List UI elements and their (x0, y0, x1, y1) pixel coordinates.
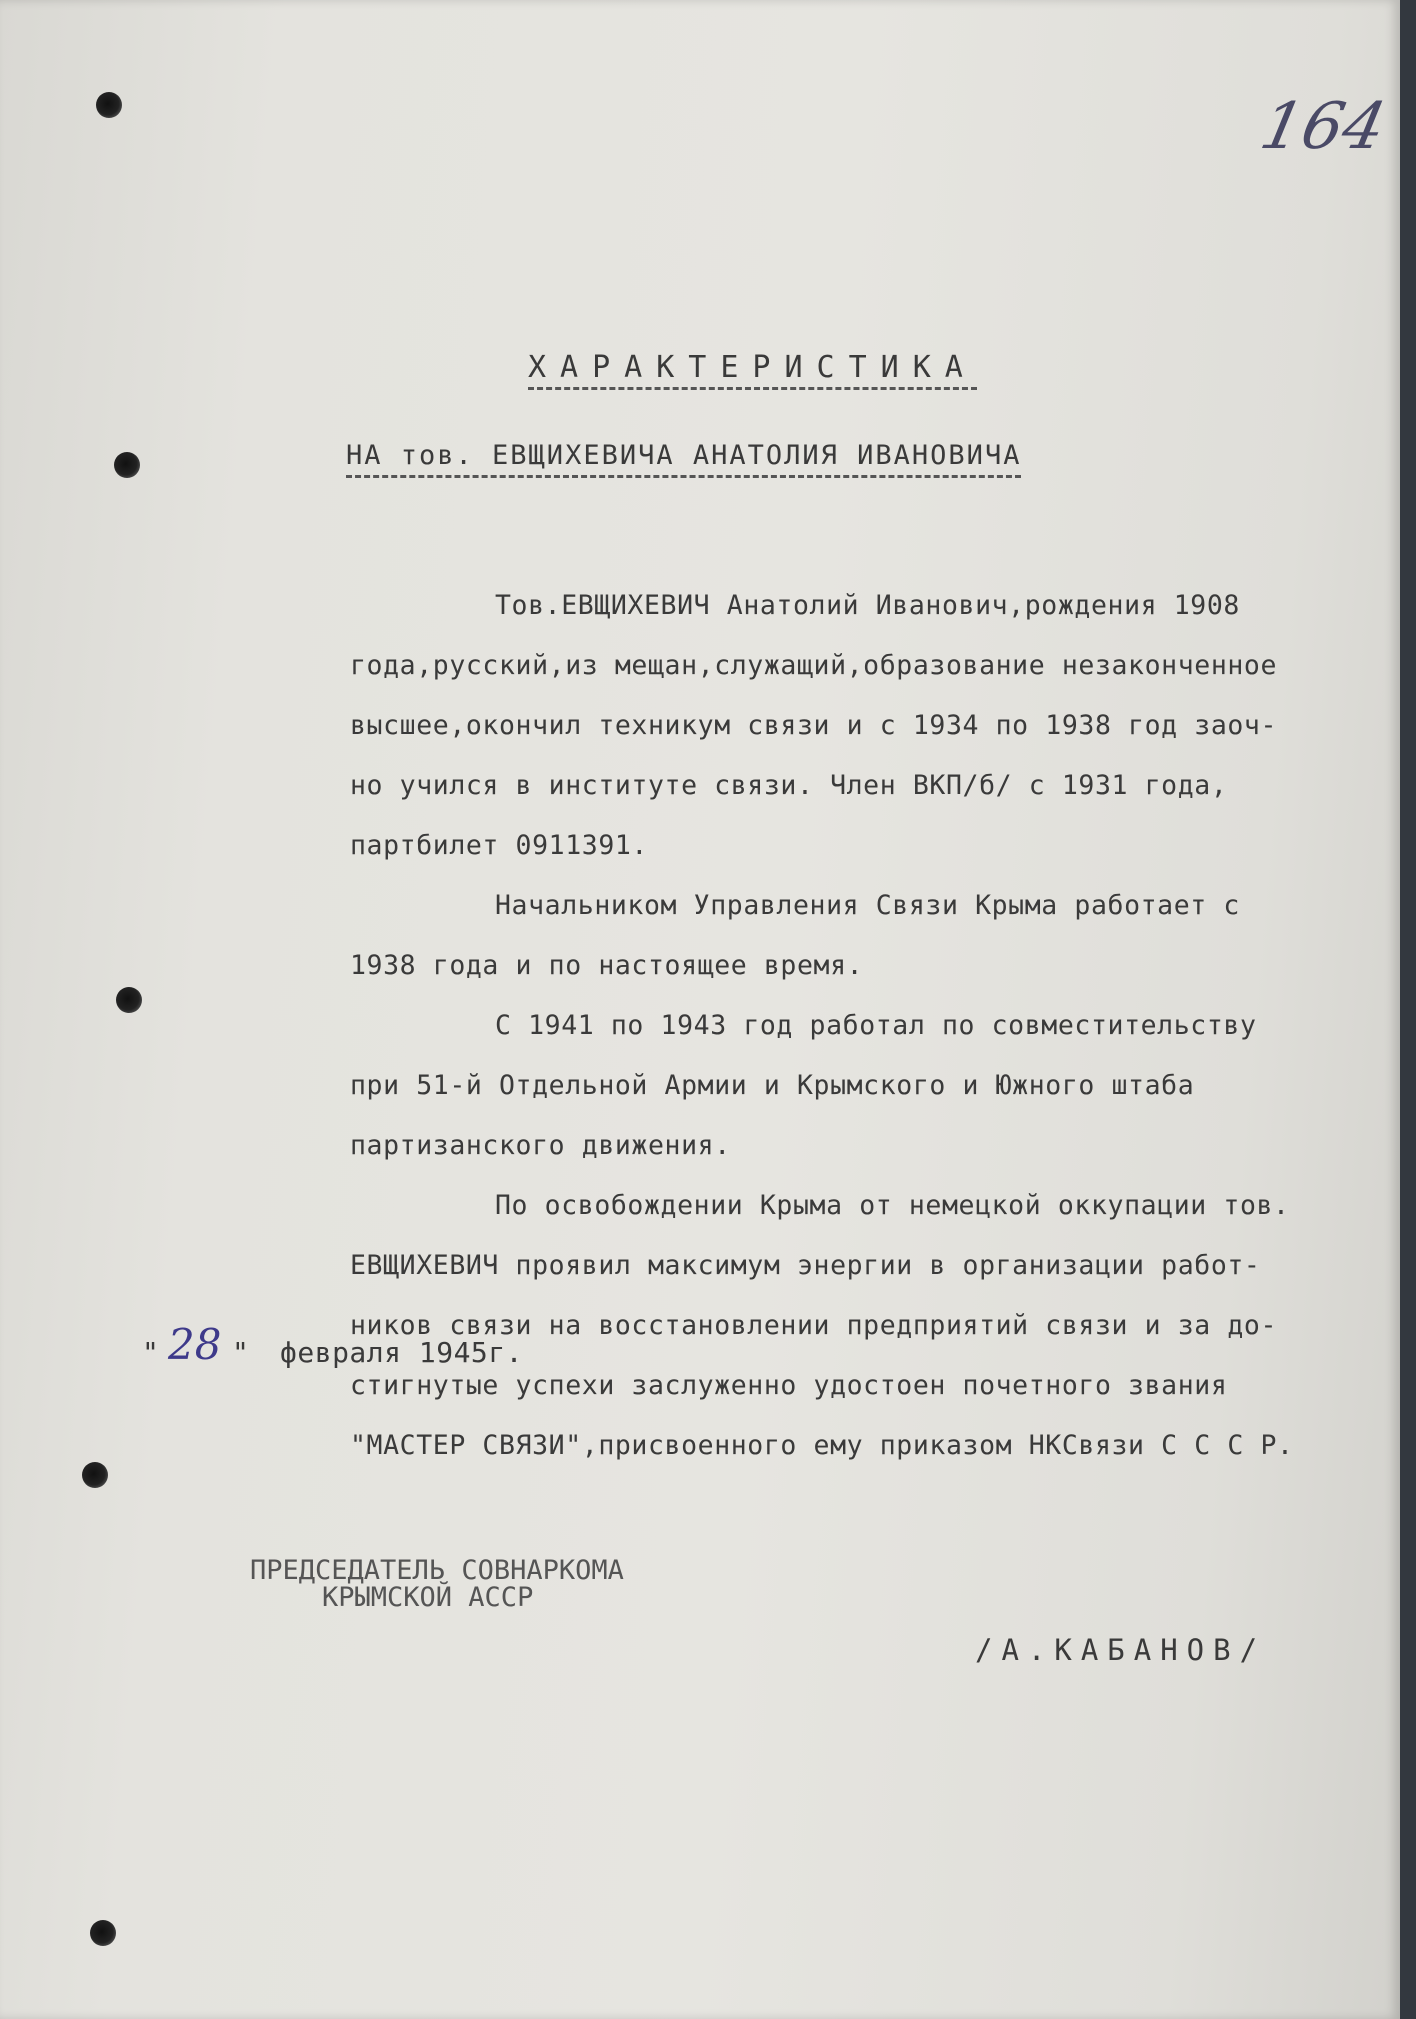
signature: /А.КАБАНОВ/ (975, 1633, 1267, 1667)
body-line: По освобождении Крыма от немецкой оккупации тов. (495, 1190, 1290, 1221)
body-line: но учился в институте связи. Член ВКП/б/ с 1931 года, (350, 770, 1228, 801)
document-title: ХАРАКТЕРИСТИКА (528, 350, 977, 390)
date-close-quote: " (232, 1336, 250, 1369)
punch-hole (114, 452, 140, 478)
punch-hole (96, 92, 122, 118)
body-line: ников связи на восстановлении предприятий связи и за до- (350, 1310, 1278, 1341)
body-line: 1938 года и по настоящее время. (350, 950, 864, 981)
body-line: при 51-й Отдельной Армии и Крымского и Южного штаба (350, 1070, 1195, 1101)
body-line: года,русский,из мещан,служащий,образование незаконченное (350, 650, 1278, 681)
body-line: "МАСТЕР СВЯЗИ",присвоенного ему приказом НКСвязи С С С Р. (350, 1430, 1294, 1461)
signer-title-line1: ПРЕДСЕДАТЕЛЬ СОВНАРКОМА (250, 1555, 624, 1586)
document-subtitle: НА тов. ЕВЩИХЕВИЧА АНАТОЛИЯ ИВАНОВИЧА (346, 440, 1021, 478)
folio-number: 164 (1254, 90, 1393, 164)
date-month-year: февраля 1945г. (280, 1336, 524, 1369)
punch-hole (116, 987, 142, 1013)
punch-hole (90, 1920, 116, 1946)
body-line: Тов.ЕВЩИХЕВИЧ Анатолий Иванович,рождения 1908 (495, 590, 1240, 621)
body-line: ЕВЩИХЕВИЧ проявил максимум энергии в организации работ- (350, 1250, 1261, 1281)
body-line: партбилет 0911391. (350, 830, 648, 861)
body-line: Начальником Управления Связи Крыма работает с (495, 890, 1240, 921)
body-line: стигнутые успехи заслуженно удостоен почетного звания (350, 1370, 1228, 1401)
signer-title-line2: КРЫМСКОЙ АССР (322, 1582, 534, 1613)
date-open-quote: " (142, 1336, 160, 1369)
body-line: высшее,окончил техникум связи и с 1934 по 1938 год заоч- (350, 710, 1278, 741)
punch-hole (82, 1462, 108, 1488)
body-line: С 1941 по 1943 год работал по совместительству (495, 1010, 1257, 1041)
body-line: партизанского движения. (350, 1130, 731, 1161)
date-day: 28 (168, 1320, 222, 1369)
